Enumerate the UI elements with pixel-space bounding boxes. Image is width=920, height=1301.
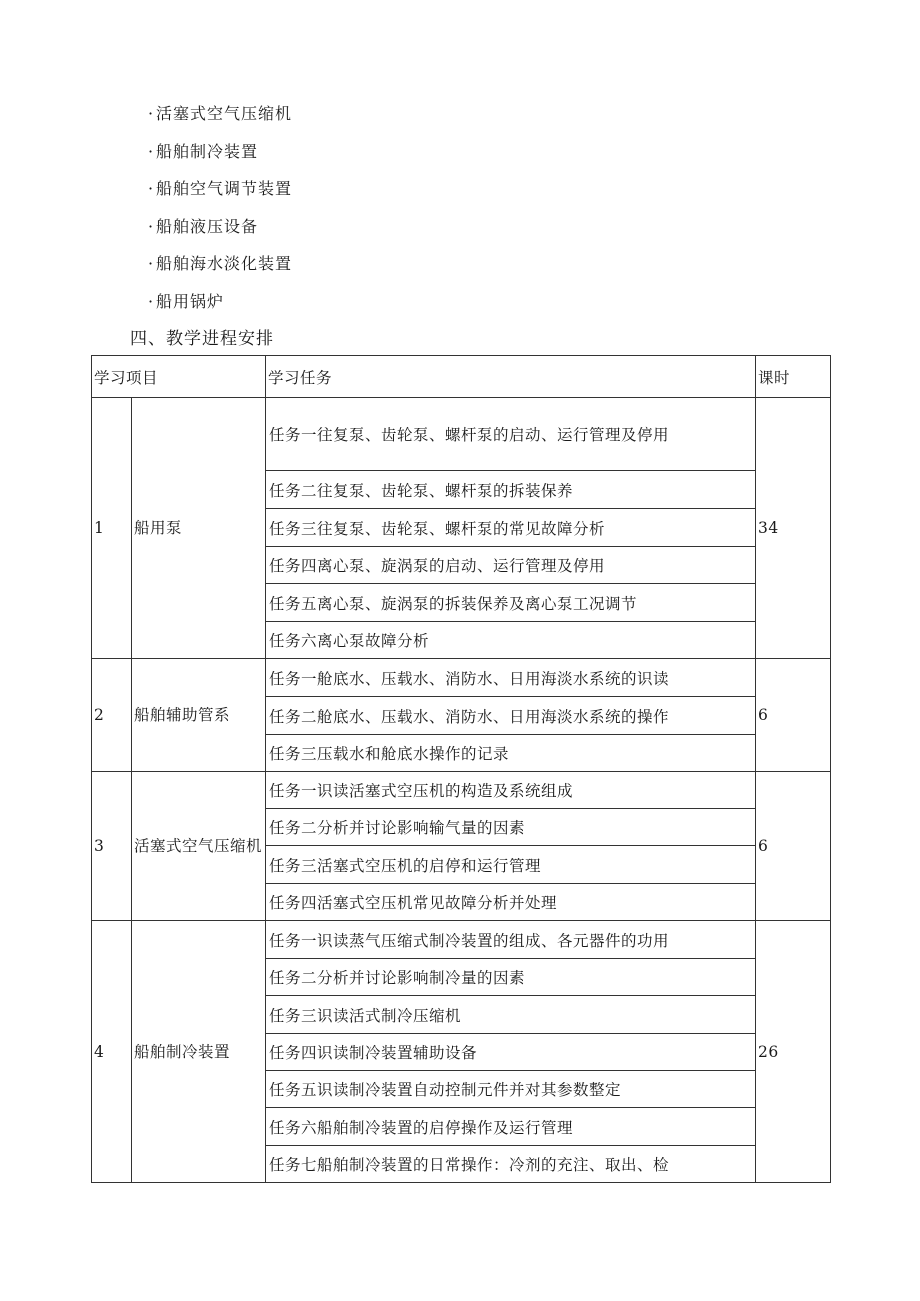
- task-cell: 任务三压载水和舱底水操作的记录: [266, 735, 756, 772]
- task-cell: 任务一舱底水、压载水、消防水、日用海淡水系统的识读: [266, 659, 756, 697]
- table-row: [92, 659, 831, 697]
- project-hours: 26: [756, 921, 831, 1183]
- task-cell: 任务二舱底水、压载水、消防水、日用海淡水系统的操作: [266, 697, 756, 735]
- header-hours: 课时: [756, 356, 831, 398]
- bullet-item: [148, 250, 292, 288]
- bullet-item: [148, 213, 292, 251]
- project-name: 船舶辅助管系: [132, 659, 266, 772]
- task-cell: 任务六船舶制冷装置的启停操作及运行管理: [266, 1108, 756, 1146]
- equipment-bullet-list: [148, 100, 292, 326]
- bullet-dot-icon: ·: [148, 254, 155, 274]
- table-row: [92, 921, 831, 959]
- project-number: 2: [92, 659, 132, 772]
- project-name: 活塞式空气压缩机: [132, 772, 266, 921]
- bullet-text: 船舶海水淡化装置: [156, 254, 293, 274]
- bullet-dot-icon: ·: [148, 141, 155, 161]
- table-row: [92, 398, 831, 471]
- project-hours: 6: [756, 772, 831, 921]
- bullet-text: 船舶液压设备: [156, 216, 259, 236]
- bullet-item: [148, 138, 292, 176]
- task-cell: 任务四活塞式空压机常见故障分析并处理: [266, 884, 756, 921]
- bullet-dot-icon: ·: [148, 216, 155, 236]
- project-number: 3: [92, 772, 132, 921]
- task-cell: 任务三活塞式空压机的启停和运行管理: [266, 846, 756, 884]
- project-name: 船舶制冷装置: [132, 921, 266, 1183]
- task-cell: 任务一识读活塞式空压机的构造及系统组成: [266, 772, 756, 809]
- bullet-text: 船舶制冷装置: [156, 141, 259, 161]
- bullet-text: 船用锅炉: [156, 291, 225, 311]
- task-cell: 任务三识读活式制冷压缩机: [266, 996, 756, 1034]
- project-name: 船用泵: [132, 398, 266, 659]
- task-cell: 任务三往复泵、齿轮泵、螺杆泵的常见故障分析: [266, 509, 756, 547]
- bullet-dot-icon: ·: [148, 291, 155, 311]
- bullet-text: 活塞式空气压缩机: [156, 104, 293, 123]
- task-cell: 任务七船舶制冷装置的日常操作：冷剂的充注、取出、检: [266, 1146, 756, 1183]
- section-title: 四、教学进程安排: [130, 329, 274, 349]
- bullet-dot-icon: ·: [148, 179, 155, 199]
- teaching-schedule-table: [91, 355, 831, 1183]
- header-project: 学习项目: [92, 356, 266, 398]
- bullet-item: [148, 100, 292, 138]
- bullet-item: [148, 288, 292, 326]
- task-cell: 任务一识读蒸气压缩式制冷装置的组成、各元器件的功用: [266, 921, 756, 959]
- table-row: [92, 772, 831, 809]
- project-hours: 34: [756, 398, 831, 659]
- bullet-dot-icon: ·: [148, 104, 155, 123]
- bullet-text: 船舶空气调节装置: [156, 179, 293, 199]
- task-cell: 任务六离心泵故障分析: [266, 622, 756, 659]
- task-cell: 任务二分析并讨论影响制冷量的因素: [266, 959, 756, 996]
- table-header-row: [92, 356, 831, 398]
- bullet-item: [148, 175, 292, 213]
- task-cell: 任务二往复泵、齿轮泵、螺杆泵的拆装保养: [266, 471, 756, 509]
- task-cell: 任务一往复泵、齿轮泵、螺杆泵的启动、运行管理及停用: [266, 398, 756, 471]
- project-hours: 6: [756, 659, 831, 772]
- project-number: 4: [92, 921, 132, 1183]
- task-cell: 任务二分析并讨论影响输气量的因素: [266, 809, 756, 846]
- task-cell: 任务四识读制冷装置辅助设备: [266, 1034, 756, 1071]
- task-cell: 任务五识读制冷装置自动控制元件并对其参数整定: [266, 1071, 756, 1108]
- header-task: 学习任务: [266, 356, 756, 398]
- project-number: 1: [92, 398, 132, 659]
- task-cell: 任务四离心泵、旋涡泵的启动、运行管理及停用: [266, 547, 756, 584]
- task-cell: 任务五离心泵、旋涡泵的拆装保养及离心泵工况调节: [266, 584, 756, 622]
